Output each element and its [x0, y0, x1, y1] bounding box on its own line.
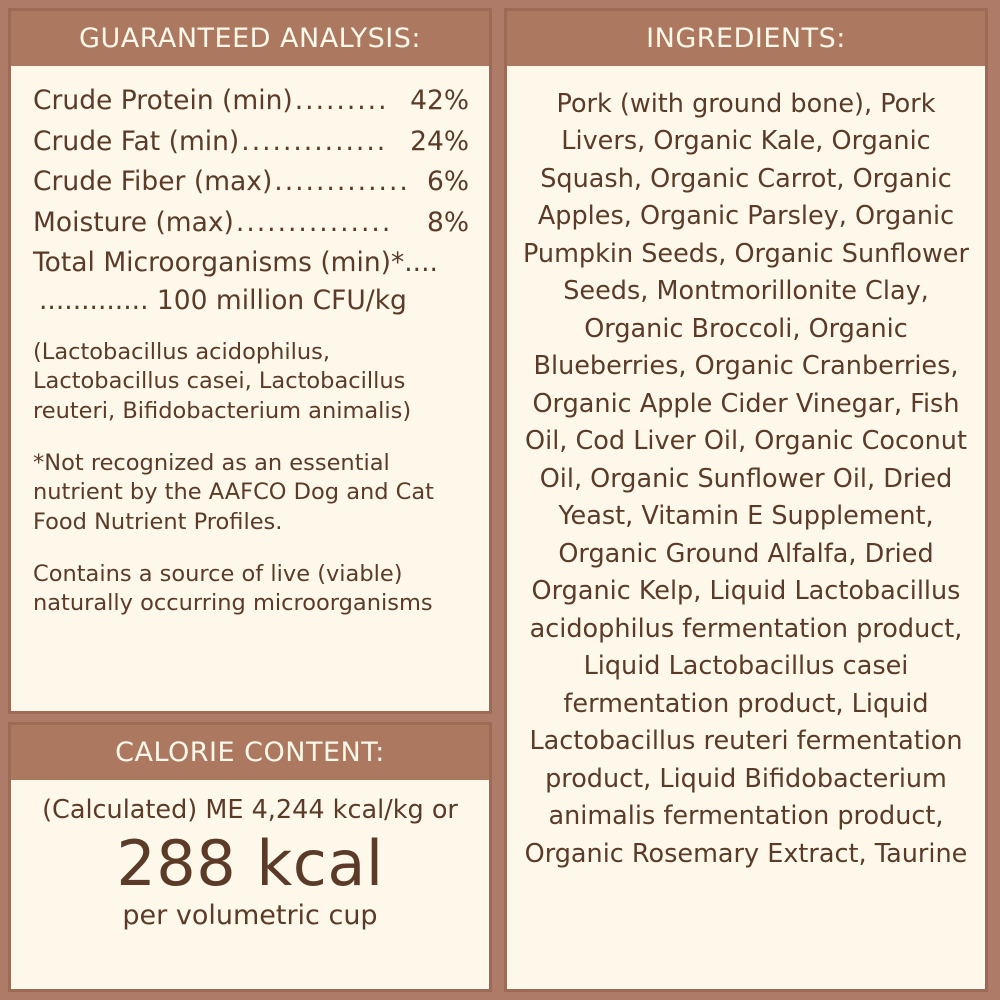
left-column	[8, 8, 492, 992]
analysis-value: 8%	[426, 206, 469, 238]
analysis-value: 24%	[410, 125, 469, 157]
ingredients-text: Pork (with ground bone), Pork Livers, Organic Kale, Organic Squash, Organic Carrot, Organic Apples, Organic Parsley, Organic Pumpkin Seeds, Organic Sunflower Seeds, Montmorillonite Clay, Organic Broccoli, Organic Blueberries, Organic Cranberries, Organic Apple Cider Vinegar, Fish Oil, Cod Liver Oil, Organic Coconut Oil, Organic Sunflower Oil, Dried Yeast, Vitamin E Supplement, Organic Ground Alfalfa, Dried Organic Kelp, Liquid Lactobacillus acidophilus fermentation product, Liquid Lactobacillus casei fermentation product, Liquid Lactobacillus reuteri fermentation product, Liquid Bifidobacterium animalis fermentation product, Organic Rosemary Extract, Taurine	[523, 89, 969, 869]
calorie-content-header: CALORIE CONTENT:	[11, 725, 489, 780]
analysis-dots: .............	[274, 169, 410, 196]
analysis-row	[33, 125, 469, 157]
calorie-value: 288 kcal	[116, 827, 384, 901]
analysis-label: Crude Protein (min)	[33, 85, 293, 116]
analysis-row	[33, 206, 469, 238]
calorie-content-body	[11, 780, 489, 989]
analysis-dots: ...............	[235, 209, 393, 236]
analysis-label: Moisture (max)	[33, 206, 234, 238]
analysis-row	[33, 85, 469, 116]
calorie-calculated-line: (Calculated) ME 4,244 kcal/kg or	[42, 795, 458, 825]
aafco-footnote: *Not recognized as an essential nutrient by the AAFCO Dog and Cat Food Nutrient Profiles.	[33, 449, 435, 535]
analysis-label: Crude Fiber (max)	[33, 166, 273, 197]
analysis-dots: ..............	[241, 128, 388, 155]
ingredients-header: INGREDIENTS:	[507, 11, 985, 66]
guaranteed-analysis-header: GUARANTEED ANALYSIS:	[11, 11, 489, 66]
live-microorganisms-note: Contains a source of live (viable) naturally occurring microorganisms	[33, 560, 433, 617]
analysis-label: Crude Fat (min)	[33, 125, 240, 157]
calorie-content-panel	[8, 722, 492, 992]
microorganisms-label: Total Microorganisms (min)*....	[33, 247, 438, 278]
analysis-value: 42%	[410, 85, 469, 116]
analysis-dots: .........	[294, 88, 389, 115]
ingredients-body	[507, 66, 985, 989]
microorganisms-value: ............. 100 million CFU/kg	[39, 284, 407, 316]
cultures-note: (Lactobacillus acidophilus, Lactobacillus casei, Lactobacillus reuteri, Bifidobacterium animalis)	[33, 338, 412, 424]
ingredients-panel	[504, 8, 988, 992]
analysis-value: 6%	[426, 166, 469, 197]
analysis-row	[33, 166, 469, 197]
guaranteed-analysis-body	[11, 66, 489, 711]
guaranteed-analysis-panel	[8, 8, 492, 714]
right-column	[504, 8, 988, 992]
calorie-unit-line: per volumetric cup	[122, 900, 378, 932]
